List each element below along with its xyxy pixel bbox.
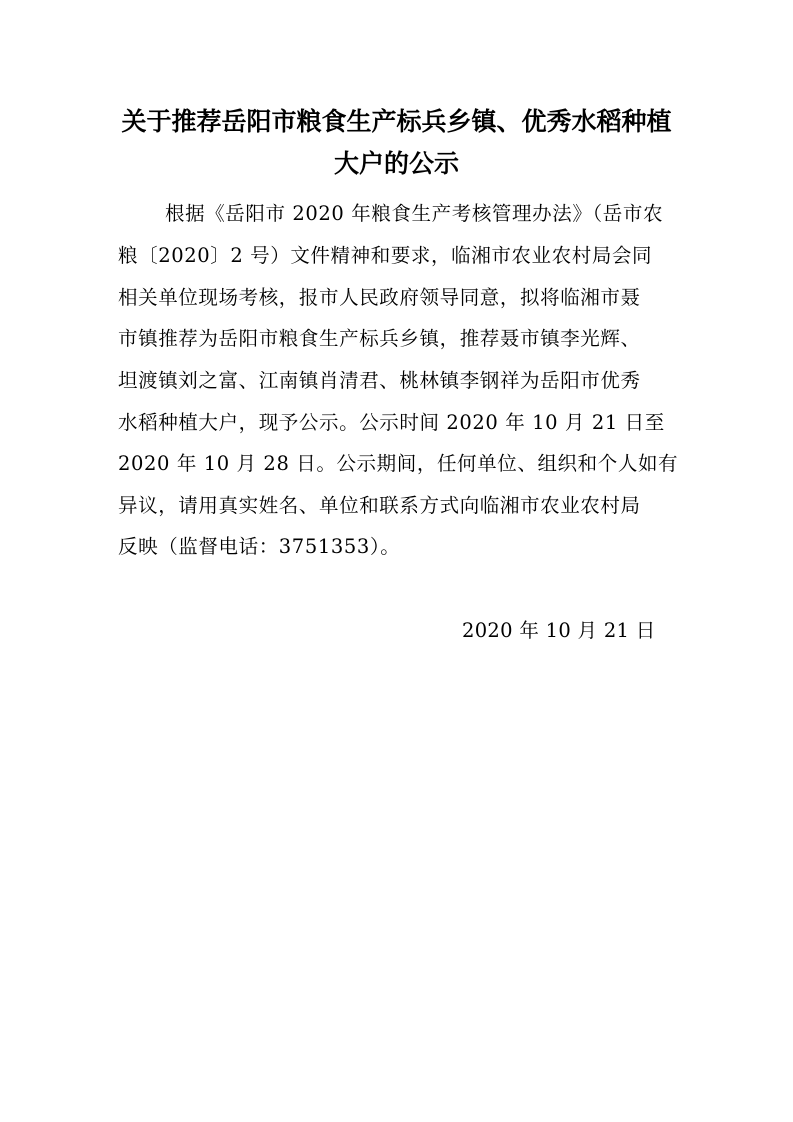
body-text-line: 相关单位现场考核，报市人民政府领导同意，拟将临湘市聂 [118,286,641,309]
body-text-line: 坦渡镇刘之富、江南镇肖清君、桃林镇李钢祥为岳阳市优秀 [118,369,641,392]
body-text-line: 水稻种植大户，现予公示。公示时间 2020 年 10 月 21 日至 [118,411,665,434]
document-title-line-2: 大户的公示 [333,149,459,178]
body-text-line: 市镇推荐为岳阳市粮食生产标兵乡镇，推荐聂市镇李光辉、 [118,327,641,350]
body-text-line: 2020 年 10 月 28 日。公示期间，任何单位、组织和个人如有 [118,452,679,475]
document-date: 2020 年 10 月 21 日 [462,619,656,642]
body-text-line: 粮〔2020〕2 号）文件精神和要求，临湘市农业农村局会同 [118,244,653,267]
body-text-line: 反映（监督电话：3751353）。 [118,535,401,558]
body-text-line: 根据《岳阳市 2020 年粮食生产考核管理办法》（岳市农 [165,202,664,225]
document-title-line-1: 关于推荐岳阳市粮食生产标兵乡镇、优秀水稻种植 [121,107,672,136]
body-text-line: 异议，请用真实姓名、单位和联系方式向临湘市农业农村局 [118,494,641,517]
